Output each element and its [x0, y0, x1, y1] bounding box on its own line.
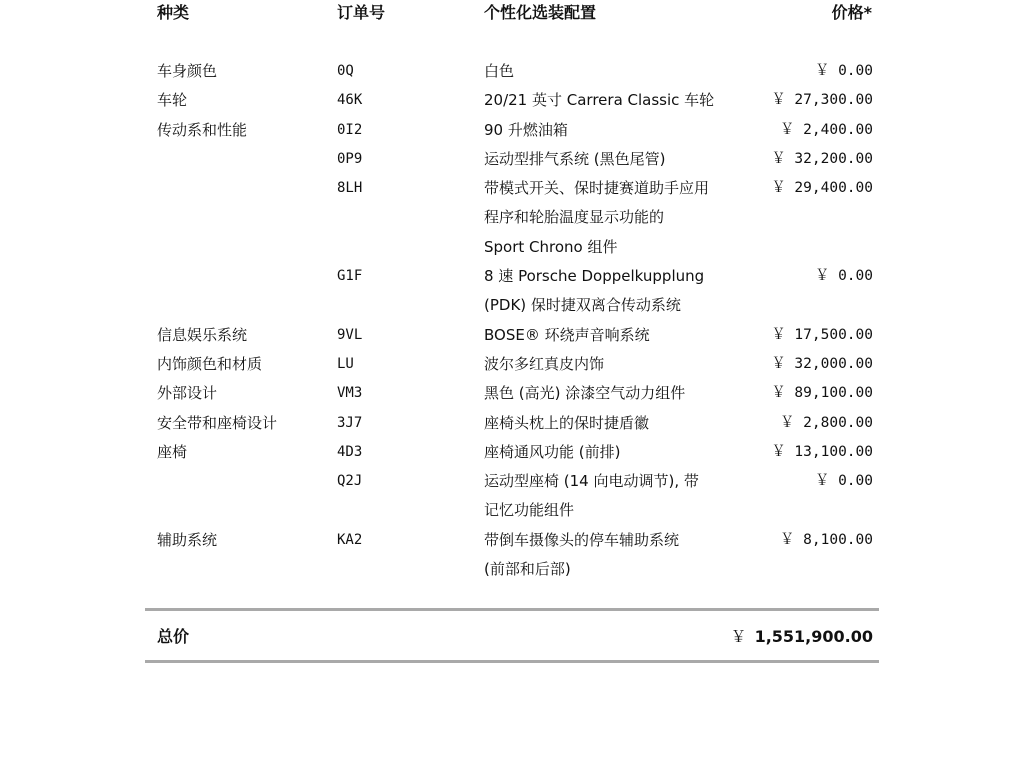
- header-category: 种类: [157, 3, 190, 22]
- row-price: ￥ 0.00: [814, 63, 873, 79]
- row-option: [484, 467, 754, 526]
- row-option-line: 程序和轮胎温度显示功能的: [484, 208, 665, 227]
- table-row: [0, 321, 1024, 350]
- row-category: 座椅: [157, 442, 188, 461]
- row-category: 信息娱乐系统: [157, 325, 248, 344]
- row-price: ￥ 27,300.00: [771, 92, 873, 109]
- table-row: [0, 57, 1024, 86]
- row-option: [484, 57, 754, 86]
- row-order-code: 0P9: [337, 150, 363, 167]
- total-amount: 1,551,900.00: [754, 627, 873, 646]
- row-price: ￥ 89,100.00: [771, 385, 873, 402]
- row-category: 车身颜色: [157, 62, 218, 80]
- row-order-code: 0Q: [337, 63, 354, 79]
- header-option: 个性化选装配置: [484, 3, 597, 22]
- row-price: ￥ 13,100.00: [771, 443, 873, 460]
- row-option-line: Sport Chrono 组件: [484, 237, 618, 256]
- row-category: 车轮: [157, 91, 188, 110]
- table-row: [0, 409, 1024, 438]
- row-order-code: VM3: [337, 385, 363, 402]
- row-category: 外部设计: [157, 384, 218, 403]
- row-price: ￥ 2,400.00: [779, 121, 873, 138]
- total-divider-bottom: [145, 660, 879, 663]
- row-option: [484, 116, 754, 145]
- row-price: ￥ 8,100.00: [779, 531, 873, 548]
- total-divider-top: [145, 608, 879, 611]
- total-currency: ￥: [730, 627, 747, 646]
- row-order-code: Q2J: [337, 473, 363, 490]
- row-option: [484, 174, 754, 262]
- row-option: [484, 145, 754, 174]
- row-option: [484, 438, 754, 467]
- row-option: [484, 262, 754, 321]
- row-option: [484, 409, 754, 438]
- row-order-code: 4D3: [337, 443, 363, 460]
- row-option-line: BOSE® 环绕声音响系统: [484, 325, 650, 344]
- row-price: ￥ 32,200.00: [771, 150, 873, 167]
- header-price: 价格*: [831, 3, 872, 22]
- row-order-code: KA2: [337, 531, 363, 548]
- row-order-code: 0I2: [337, 121, 363, 138]
- row-option-line: 座椅通风功能 (前排): [484, 442, 621, 461]
- table-row: [0, 526, 1024, 585]
- row-price: ￥ 29,400.00: [771, 180, 873, 197]
- row-option-line: 8 速 Porsche Doppelkupplung: [484, 267, 705, 286]
- table-header: [0, 0, 1024, 30]
- row-option: [484, 350, 754, 379]
- row-option-line: 带倒车摄像头的停车辅助系统: [484, 530, 680, 549]
- row-option-line: 记忆功能组件: [484, 501, 575, 520]
- row-option-line: 黑色 (高光) 涂漆空气动力组件: [484, 384, 686, 403]
- table-row: [0, 467, 1024, 526]
- row-option-line: 运动型座椅 (14 向电动调节), 带: [484, 472, 699, 491]
- table-row: [0, 379, 1024, 408]
- row-price: ￥ 32,000.00: [771, 355, 873, 372]
- row-price: ￥ 2,800.00: [779, 414, 873, 431]
- row-category: 内饰颜色和材质: [157, 354, 263, 373]
- row-option-line: 白色: [484, 62, 515, 80]
- row-category: 辅助系统: [157, 530, 218, 549]
- row-option-line: 运动型排气系统 (黑色尾管): [484, 149, 666, 168]
- row-option-line: 座椅头枕上的保时捷盾徽: [484, 413, 650, 432]
- table-row: [0, 116, 1024, 145]
- row-order-code: 46K: [337, 92, 363, 109]
- row-option-line: 波尔多红真皮内饰: [484, 354, 605, 373]
- row-option-line: 90 升燃油箱: [484, 120, 568, 139]
- total-value: [731, 627, 873, 647]
- row-option-line: (前部和后部): [484, 560, 571, 579]
- row-option: [484, 86, 754, 115]
- row-order-code: 3J7: [337, 414, 363, 431]
- row-price: ￥ 0.00: [814, 268, 873, 285]
- header-order-code: 订单号: [337, 3, 386, 22]
- row-price: ￥ 17,500.00: [771, 326, 873, 343]
- row-order-code: 8LH: [337, 180, 363, 197]
- row-option-line: 带模式开关、保时捷赛道助手应用: [484, 179, 710, 198]
- options-table-body: [0, 57, 1024, 584]
- total-label: 总价: [157, 627, 190, 646]
- table-row: [0, 86, 1024, 115]
- table-row: [0, 145, 1024, 174]
- row-category: 安全带和座椅设计: [157, 413, 278, 432]
- row-category: 传动系和性能: [157, 120, 248, 139]
- table-row: [0, 350, 1024, 379]
- row-price: ￥ 0.00: [814, 473, 873, 490]
- row-order-code: G1F: [337, 268, 363, 285]
- row-option: [484, 321, 754, 350]
- row-option-line: (PDK) 保时捷双离合传动系统: [484, 296, 681, 315]
- row-option: [484, 379, 754, 408]
- table-row: [0, 174, 1024, 262]
- row-order-code: 9VL: [337, 326, 363, 343]
- row-option-line: 20/21 英寸 Carrera Classic 车轮: [484, 91, 715, 110]
- table-row: [0, 438, 1024, 467]
- table-row: [0, 262, 1024, 321]
- row-option: [484, 526, 754, 585]
- row-order-code: LU: [337, 355, 354, 372]
